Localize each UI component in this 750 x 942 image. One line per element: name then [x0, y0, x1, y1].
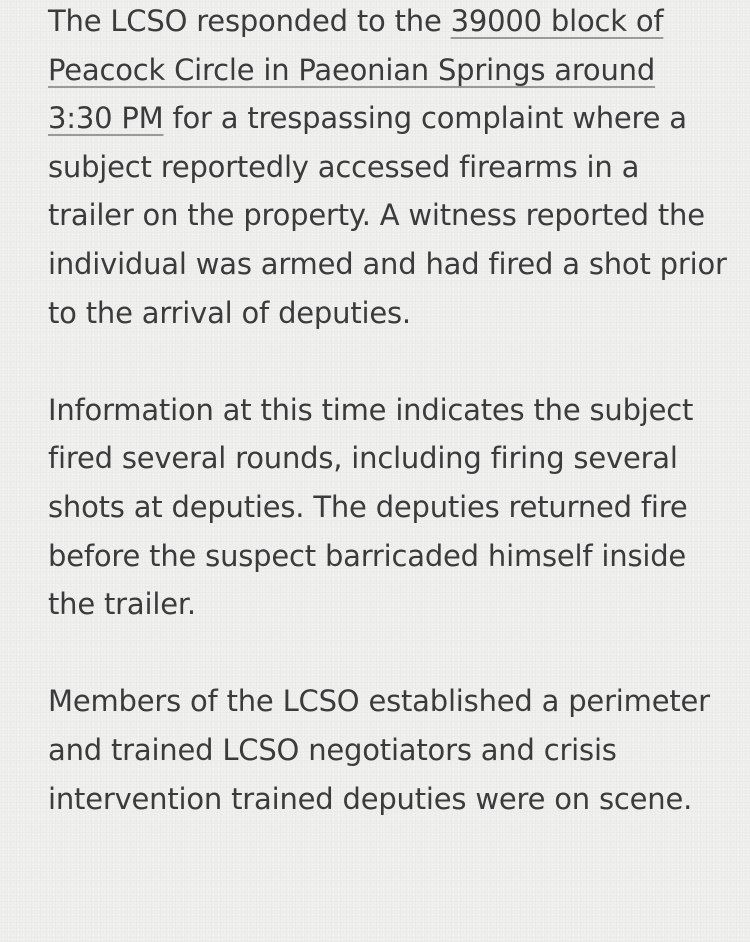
paragraph-1 — [48, 0, 728, 337]
address-time-link[interactable]: 39000 block of Peacock Circle in Paeonian Springs around 3:30 PM — [48, 4, 664, 136]
paragraph-3: Members of the LCSO established a perimeter and trained LCSO negotiators and crisis intervention trained deputies were on scene. — [48, 684, 710, 816]
note-body — [48, 0, 728, 823]
paragraph-1-intro: The LCSO responded to the — [48, 4, 451, 38]
paragraph-2: Information at this time indicates the subject fired several rounds, including firing several shots at deputies. The deputies returned fire before the suspect barricaded himself inside the trailer. — [48, 392, 694, 622]
paragraph-1-rest: for a trespassing complaint where a subject reportedly accessed firearms in a trailer on the property. A witness reported the individual was armed and had fired a shot prior to the arrival of deputies. — [48, 101, 727, 330]
